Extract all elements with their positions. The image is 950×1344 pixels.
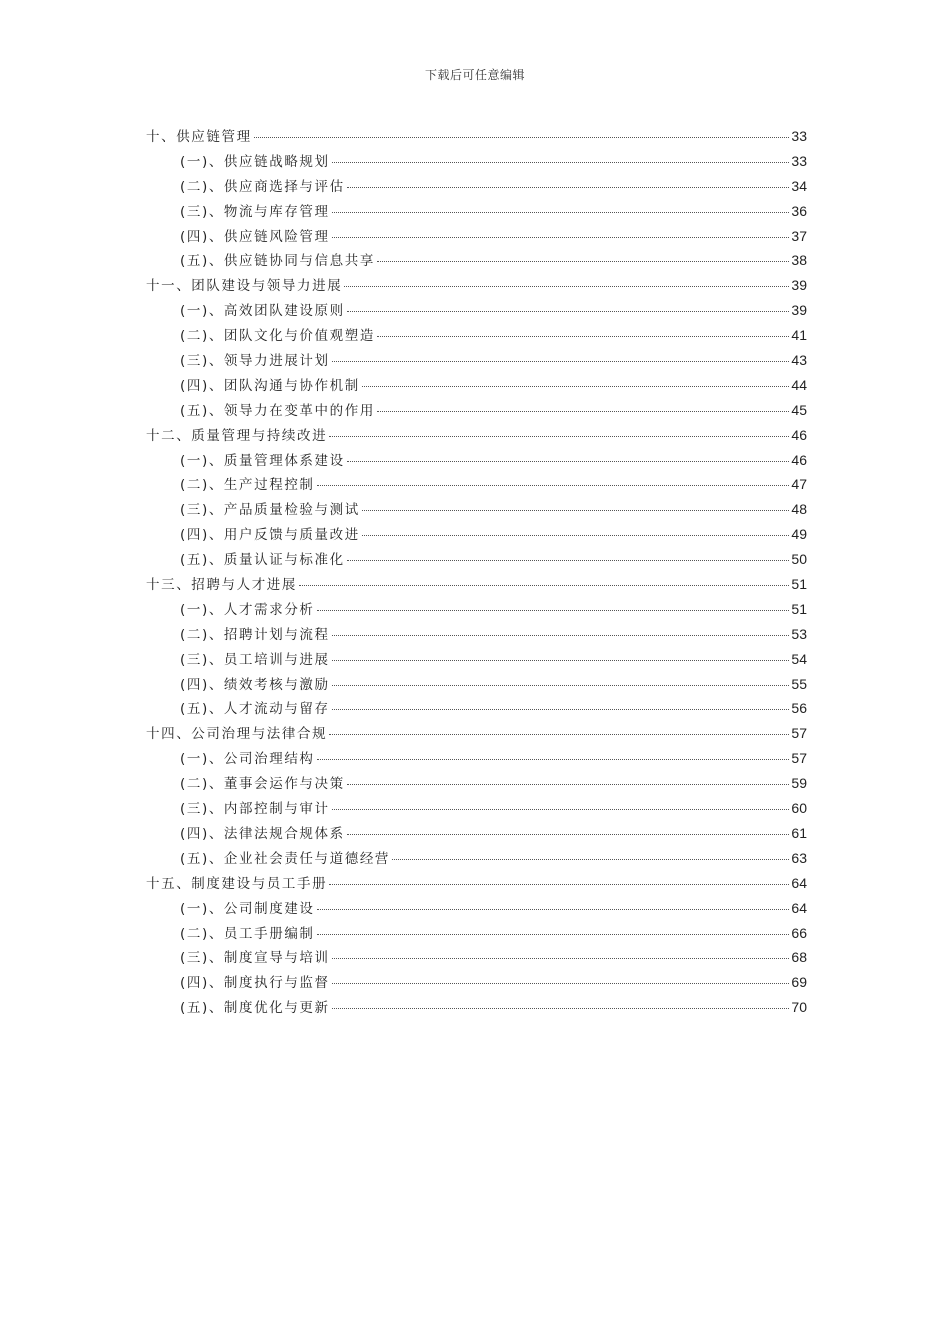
toc-dot-leader	[377, 261, 789, 262]
toc-entry-title: 十、供应链管理	[146, 129, 252, 145]
toc-entry-section[interactable]	[146, 697, 807, 722]
toc-entry-section[interactable]	[146, 299, 807, 324]
toc-dot-leader	[362, 510, 790, 511]
toc-entry-title: (三)、制度宣导与培训	[180, 950, 330, 967]
toc-entry-section[interactable]	[146, 598, 807, 623]
toc-page-number: 51	[791, 576, 807, 593]
toc-page-number: 41	[791, 327, 807, 344]
toc-entry-title: (四)、团队沟通与协作机制	[180, 377, 360, 394]
toc-dot-leader	[317, 610, 790, 611]
toc-page-number: 50	[791, 551, 807, 568]
toc-dot-leader	[344, 286, 789, 287]
toc-entry-title: 十四、公司治理与法律合规	[146, 726, 328, 743]
toc-page-number: 46	[791, 426, 807, 443]
toc-entry-title: (一)、供应链战略规划	[180, 153, 330, 170]
toc-page-number: 39	[791, 302, 807, 319]
toc-page-number: 57	[791, 750, 807, 767]
toc-page-number: 69	[791, 974, 807, 991]
toc-page-number: 33	[791, 128, 807, 144]
toc-dot-leader	[332, 361, 790, 362]
toc-page-number: 55	[791, 675, 807, 692]
toc-dot-leader	[317, 909, 790, 910]
toc-entry-chapter[interactable]	[146, 722, 807, 747]
toc-entry-title: (五)、制度优化与更新	[180, 1000, 330, 1017]
toc-entry-title: (五)、企业社会责任与道德经营	[180, 850, 391, 867]
toc-dot-leader	[332, 685, 790, 686]
toc-page-number: 59	[791, 775, 807, 792]
toc-entry-section[interactable]	[146, 399, 807, 424]
toc-entry-title: (五)、质量认证与标准化	[180, 552, 345, 569]
toc-entry-section[interactable]	[146, 374, 807, 399]
toc-page-number: 70	[791, 999, 807, 1016]
toc-entry-chapter[interactable]	[146, 125, 807, 150]
toc-entry-section[interactable]	[146, 449, 807, 474]
toc-dot-leader	[329, 734, 789, 735]
toc-entry-section[interactable]	[146, 822, 807, 847]
toc-entry-chapter[interactable]	[146, 872, 807, 897]
toc-dot-leader	[329, 884, 789, 885]
toc-entry-section[interactable]	[146, 946, 807, 971]
toc-entry-title: (二)、招聘计划与流程	[180, 626, 330, 643]
toc-dot-leader	[317, 759, 790, 760]
toc-dot-leader	[329, 436, 789, 437]
toc-entry-section[interactable]	[146, 648, 807, 673]
toc-page-number: 57	[791, 725, 807, 742]
toc-entry-section[interactable]	[146, 673, 807, 698]
toc-dot-leader	[347, 560, 790, 561]
toc-entry-section[interactable]	[146, 473, 807, 498]
toc-dot-leader	[332, 162, 790, 163]
toc-page-number: 63	[791, 849, 807, 866]
toc-dot-leader	[332, 809, 790, 810]
toc-dot-leader	[254, 137, 790, 138]
toc-page-number: 44	[791, 376, 807, 393]
toc-page-number: 48	[791, 501, 807, 518]
toc-entry-section[interactable]	[146, 747, 807, 772]
toc-page-number: 56	[791, 700, 807, 717]
toc-entry-title: (四)、制度执行与监督	[180, 975, 330, 992]
toc-page-number: 45	[791, 401, 807, 418]
toc-entry-section[interactable]	[146, 225, 807, 250]
toc-entry-title: (二)、员工手册编制	[180, 925, 315, 942]
toc-entry-title: (二)、供应商选择与评估	[180, 178, 345, 195]
toc-page-number: 46	[791, 451, 807, 468]
toc-page-number: 66	[791, 924, 807, 941]
toc-page-number: 43	[791, 352, 807, 369]
toc-dot-leader	[317, 485, 790, 486]
toc-dot-leader	[332, 635, 790, 636]
toc-entry-title: 十五、制度建设与员工手册	[146, 875, 328, 892]
toc-dot-leader	[377, 411, 789, 412]
toc-page-number: 64	[791, 874, 807, 891]
toc-entry-section[interactable]	[146, 797, 807, 822]
toc-entry-title: (三)、员工培训与进展	[180, 651, 330, 668]
toc-entry-section[interactable]	[146, 498, 807, 523]
toc-entry-section[interactable]	[146, 623, 807, 648]
toc-dot-leader	[347, 311, 790, 312]
toc-entry-title: (四)、用户反馈与质量改进	[180, 527, 360, 544]
toc-entry-section[interactable]	[146, 249, 807, 274]
toc-page-number: 53	[791, 625, 807, 642]
toc-page-number: 49	[791, 526, 807, 543]
toc-entry-title: (四)、绩效考核与激励	[180, 676, 330, 693]
toc-entry-title: (三)、物流与库存管理	[180, 203, 330, 220]
page-header-note: 下载后可任意编辑	[424, 68, 525, 82]
toc-entry-section[interactable]	[146, 971, 807, 996]
toc-page-number: 54	[791, 650, 807, 667]
toc-entry-section[interactable]	[146, 150, 807, 175]
toc-entry-section[interactable]	[146, 548, 807, 573]
toc-dot-leader	[299, 585, 789, 586]
toc-dot-leader	[377, 336, 789, 337]
toc-page-number: 64	[791, 899, 807, 916]
toc-entry-section[interactable]	[146, 523, 807, 548]
toc-entry-chapter[interactable]	[146, 424, 807, 449]
toc-entry-title: (一)、高效团队建设原则	[180, 303, 345, 320]
toc-entry-title: (一)、质量管理体系建设	[180, 452, 345, 469]
toc-entry-section[interactable]	[146, 996, 807, 1021]
toc-entry-title: (三)、产品质量检验与测试	[180, 502, 360, 519]
toc-dot-leader	[332, 958, 790, 959]
toc-page-number: 60	[791, 800, 807, 817]
toc-entry-section[interactable]	[146, 847, 807, 872]
toc-entry-title: (一)、公司治理结构	[180, 751, 315, 768]
toc-page-number: 51	[791, 600, 807, 617]
toc-dot-leader	[362, 386, 790, 387]
toc-dot-leader	[347, 834, 790, 835]
toc-entry-title: (二)、团队文化与价值观塑造	[180, 328, 375, 345]
toc-entry-title: (二)、董事会运作与决策	[180, 776, 345, 793]
toc-dot-leader	[332, 237, 790, 238]
toc-entry-section[interactable]	[146, 349, 807, 374]
toc-dot-leader	[332, 212, 790, 213]
toc-dot-leader	[362, 535, 790, 536]
toc-entry-title: (三)、内部控制与审计	[180, 801, 330, 818]
toc-page-number: 36	[791, 202, 807, 219]
toc-entry-title: 十一、团队建设与领导力进展	[146, 278, 343, 295]
toc-page-number: 37	[791, 227, 807, 244]
toc-entry-title: (五)、供应链协同与信息共享	[180, 253, 375, 270]
toc-entry-section[interactable]	[146, 324, 807, 349]
toc-page-number: 33	[791, 152, 807, 169]
toc-entry-chapter[interactable]	[146, 274, 807, 299]
toc-dot-leader	[332, 1008, 790, 1009]
toc-dot-leader	[347, 461, 790, 462]
toc-entry-title: 十二、质量管理与持续改进	[146, 427, 328, 444]
toc-entry-title: (二)、生产过程控制	[180, 477, 315, 494]
toc-entry-section[interactable]	[146, 175, 807, 200]
toc-dot-leader	[332, 660, 790, 661]
toc-dot-leader	[392, 859, 789, 860]
toc-entry-title: (一)、公司制度建设	[180, 900, 315, 917]
toc-entry-title: (五)、领导力在变革中的作用	[180, 402, 375, 419]
toc-page-number: 39	[791, 277, 807, 294]
toc-dot-leader	[347, 784, 790, 785]
toc-page-number: 68	[791, 949, 807, 966]
toc-entry-chapter[interactable]	[146, 573, 807, 598]
toc-entry-title: (三)、领导力进展计划	[180, 353, 330, 370]
toc-page-number: 47	[791, 476, 807, 493]
toc-dot-leader	[317, 934, 790, 935]
toc-dot-leader	[332, 709, 790, 710]
toc-dot-leader	[347, 187, 790, 188]
toc-entry-title: 十三、招聘与人才进展	[146, 577, 297, 594]
table-of-contents	[146, 125, 807, 1021]
toc-page-number: 34	[791, 177, 807, 194]
toc-entry-section[interactable]	[146, 772, 807, 797]
toc-entry-section[interactable]	[146, 922, 807, 947]
toc-entry-title: (四)、供应链风险管理	[180, 228, 330, 245]
toc-entry-title: (五)、人才流动与留存	[180, 701, 330, 718]
toc-entry-section[interactable]	[146, 897, 807, 922]
toc-page-number: 38	[791, 252, 807, 269]
toc-page-number: 61	[791, 824, 807, 841]
toc-entry-title: (四)、法律法规合规体系	[180, 825, 345, 842]
toc-dot-leader	[332, 983, 790, 984]
toc-entry-title: (一)、人才需求分析	[180, 601, 315, 618]
toc-entry-section[interactable]	[146, 200, 807, 225]
